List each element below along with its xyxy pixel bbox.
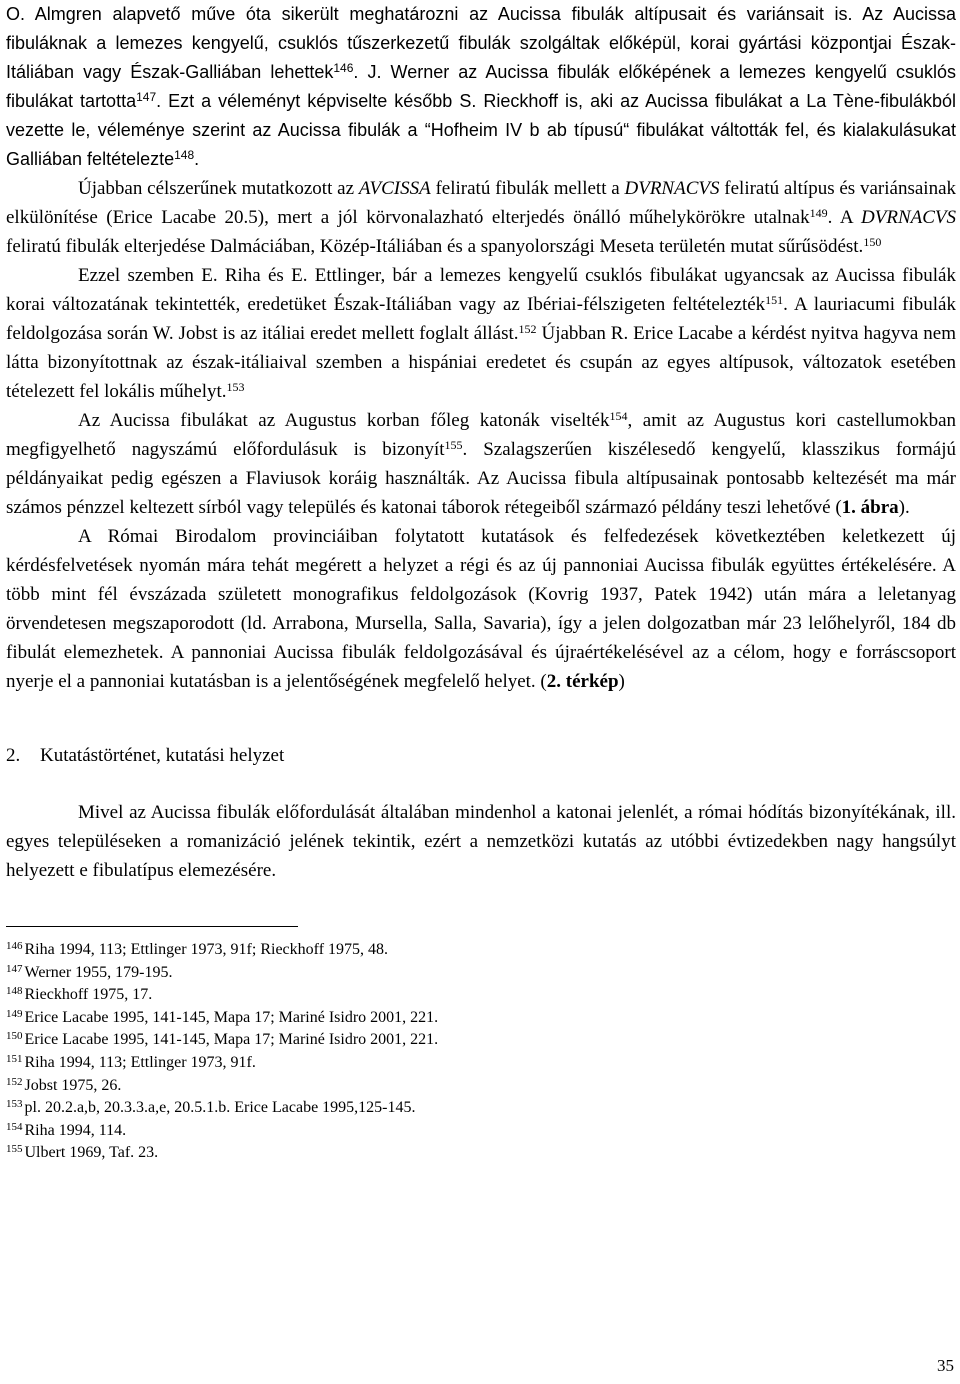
footnote-item — [6, 1142, 956, 1165]
text-run: A Római Birodalom provinciáiban folytatott kutatások és felfedezések következtében keletkezett új kérdésfelvetések nyomán mára tehát megérett a helyzet a régi és az új pannoniai Aucissa fibulák együttes értékelésére. A több mint fél évszázada született monografikus feldolgozások (Kovrig 1937, Patek 1942) után mára a leletanyag örvendetesen megszaporodott (ld. Arrabona, Mursella, Salla, Savaria), így a jelen dolgozatban már 23 lelőhelyről, 184 db fibulát elemezhetek. A pannoniai Aucissa fibulák feldolgozásával és újraértékelésével az a célom, hogy e forráscsoport nyerje el a pannoniai kutatásban is a jelentőségének megfelelő helyet. ( — [6, 526, 956, 692]
section-text — [6, 798, 956, 885]
footnote-text: Ulbert 1969, Taf. 23. — [24, 1144, 159, 1162]
footnote-number: 153 — [6, 1098, 23, 1111]
footnote-item — [6, 1097, 956, 1120]
footnote-text: Riha 1994, 113; Ettlinger 1973, 91f; Rieckhoff 1975, 48. — [24, 941, 389, 958]
section-title: Kutatástörténet, kutatási helyzet — [40, 745, 285, 766]
page-number: 35 — [937, 1356, 954, 1375]
footnote-number: 152 — [6, 1075, 23, 1088]
footnote-text: Werner 1955, 179-195. — [24, 963, 173, 981]
paragraph-6 — [6, 798, 956, 885]
footnote-text: pl. 20.2.a,b, 20.3.3.a,e, 20.5.1.b. Erice Lacabe 1995,125-145. — [24, 1099, 416, 1117]
footnote-number: 151 — [6, 1052, 23, 1065]
text-run: Újabban célszerűnek mutatkozott az — [78, 178, 359, 199]
footnote-text: Riha 1994, 113; Ettlinger 1973, 91f. — [24, 1053, 256, 1071]
footnote-ref[interactable]: 153 — [226, 380, 245, 394]
text-run: , amit az Augustus kori castellumokban megfigyelhető nagyszámú előfordulásuk is bizonyít — [6, 410, 957, 460]
footnote-text: Erice Lacabe 1995, 141-145, Mapa 17; Mariné Isidro 2001, 221. — [24, 1008, 439, 1026]
footnote-item — [6, 1029, 956, 1052]
paragraph-4 — [6, 406, 956, 522]
inscription-italic: DVRNACVS — [624, 178, 720, 199]
section-heading — [6, 741, 956, 770]
text-run: ) — [618, 671, 625, 692]
footnote-text: Riha 1994, 114. — [24, 1121, 127, 1139]
paragraph-1 — [6, 0, 956, 174]
footnote-number: 146 — [6, 940, 23, 952]
footnote-ref[interactable]: 152 — [518, 322, 537, 336]
footnote-ref[interactable]: 147 — [136, 90, 157, 104]
text-run: . — [194, 149, 200, 169]
section-number: 2. — [6, 745, 21, 766]
text-run: feliratú altípus és variánsainak elkülönítése (Erice Lacabe 20.5), mert a jól körvonalazható elterjedés önálló műhelykörökre utalnak — [6, 178, 957, 228]
text-run: feliratú fibulák mellett a — [430, 178, 625, 199]
document-page — [6, 0, 956, 1165]
footnote-ref[interactable]: 155 — [444, 438, 463, 452]
text-run: . A lauriacumi fibulák feldolgozása során W. Jobst is az itáliai eredet mellett foglalt állást. — [6, 294, 956, 344]
text-run: Mivel az Aucissa fibulák előfordulását általában mindenhol a katonai jelenlét, a római hódítás bizonyítékának, ill. egyes településeken a romanizáció jelének tekintik, ezért a nemzetközi kutatás az utóbbi évtizedekben nagy hangsúlyt helyezett e fibulatípus elemezésére. — [6, 802, 956, 881]
footnote-separator — [6, 926, 298, 927]
footnote-ref[interactable]: 150 — [863, 235, 882, 249]
text-run: feliratú fibulák elterjedése Dalmáciában, Közép-Itáliában és a spanyolországi Meseta területén mutat sűrűsödést. — [6, 236, 864, 257]
footnote-ref[interactable]: 154 — [609, 409, 628, 423]
footnote-item — [6, 1075, 956, 1098]
paragraph-5 — [6, 522, 956, 696]
footnote-item — [6, 1052, 956, 1075]
footnote-ref[interactable]: 151 — [765, 293, 784, 307]
footnote-number: 149 — [6, 1007, 23, 1020]
footnotes-list — [6, 939, 956, 1165]
map-reference[interactable]: 2. térkép — [546, 671, 619, 692]
figure-reference[interactable]: 1. ábra — [841, 497, 899, 518]
footnote-item — [6, 939, 956, 962]
footnote-ref[interactable]: 146 — [333, 61, 354, 75]
footnote-item — [6, 984, 956, 1007]
footnote-text: Rieckhoff 1975, 17. — [24, 986, 153, 1004]
footnote-item — [6, 1007, 956, 1030]
text-run: . J. Werner az Aucissa fibulák előképének a lemezes kengyelű csuklós fibulákat tartotta — [6, 62, 956, 111]
paragraph-3 — [6, 261, 956, 406]
footnote-text: Erice Lacabe 1995, 141-145, Mapa 17; Mariné Isidro 2001, 221. — [24, 1031, 439, 1049]
footnote-item — [6, 1120, 956, 1143]
text-run: Ezzel szemben E. Riha és E. Ettlinger, bár a lemezes kengyelű csuklós fibulákat ugyancsak az Aucissa fibulák korai változatának tekintették, eredetüket Észak-Itáliában vagy az Ibériai-félszigeten feltételezték — [6, 265, 956, 315]
footnote-number: 155 — [6, 1143, 23, 1156]
footnote-number: 148 — [6, 985, 23, 998]
text-run: Újabban R. Erice Lacabe a kérdést nyitva hagyva nem látta bizonyítottnak az észak-itáliaival szemben a hispániai eredetet és csupán az egyes altípusok, változatok esetében tételezett fel lokális műhelyt. — [6, 323, 956, 402]
text-run: ). — [898, 497, 910, 518]
footnote-text: Jobst 1975, 26. — [24, 1076, 122, 1094]
text-run: Az Aucissa fibulákat az Augustus korban főleg katonák viselték — [78, 410, 610, 431]
inscription-italic: DVRNACVS — [861, 207, 957, 228]
main-text — [6, 0, 956, 696]
text-run: . Szalagszerűen kiszélesedő kengyelű, klasszikus formájú példányaikat pedig egészen a Flaviusok koráig használták. Az Aucissa fibula altípusainak pontosabb keltezését ma már számos pénzzel keltezett sírból vagy település és katonai táborok rétegeiből származó példány teszi lehetővé ( — [6, 439, 956, 518]
footnote-number: 147 — [6, 962, 23, 975]
footnote-number: 154 — [6, 1120, 23, 1133]
footnote-item — [6, 962, 956, 985]
text-run: . A — [827, 207, 862, 228]
text-run: O. Almgren alapvető műve óta sikerült meghatározni az Aucissa fibulák altípusait és variánsait is. Az Aucissa fibuláknak a lemezes kengyelű, csuklós tűszerkezetű fibulák szolgáltak előképül, korai gyártási központjai Észak-Itáliában vagy Észak-Galliában lehettek — [6, 4, 956, 82]
paragraph-2 — [6, 174, 956, 261]
footnote-ref[interactable]: 149 — [809, 206, 828, 220]
footnote-ref[interactable]: 148 — [174, 148, 195, 162]
text-run: . Ezt a véleményt képviselte később S. Rieckhoff is, aki az Aucissa fibulákat a La Tène-fibulákból vezette le, véleménye szerint az Aucissa fibulák a “Hofheim IV b ab típusú“ fibulákat váltották fel, és kialakulásukat Galliában feltételezte — [6, 91, 957, 169]
inscription-italic: AVCISSA — [358, 178, 431, 199]
footnote-number: 150 — [6, 1030, 23, 1043]
